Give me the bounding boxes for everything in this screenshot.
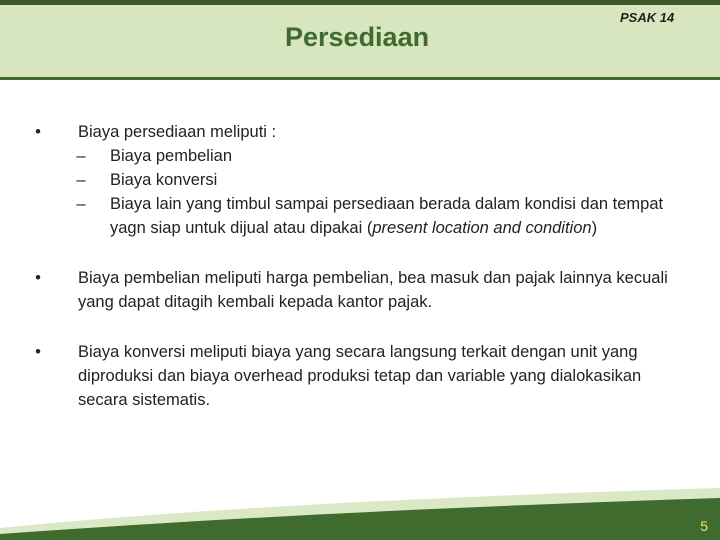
slide-title: Persediaan (285, 22, 430, 52)
sub-item-text: Biaya konversi (110, 171, 218, 189)
page-number: 5 (700, 518, 708, 534)
bullet-text: Biaya pembelian meliputi harga pembelian, bea masuk dan pajak lainnya kecuali yang dapat ditagih kembali kepada kantor pajak. (78, 269, 668, 311)
sub-item-text-post: ) (591, 219, 598, 237)
bullet-item (28, 120, 688, 144)
dash-marker: – (76, 171, 86, 189)
sub-item-text-pre: Biaya lain yang timbul sampai persediaan berada dalam kondisi dan tempat yagn siap untuk dijual atau dipakai ( (110, 195, 664, 237)
bullet-marker: • (35, 269, 41, 287)
dash-marker: – (76, 195, 86, 213)
sub-item (28, 144, 688, 168)
sub-item-text (110, 195, 663, 237)
slide-content (28, 120, 688, 412)
header-divider (0, 77, 720, 80)
sub-item-text: Biaya pembelian (110, 147, 232, 165)
bullet-text: Biaya konversi meliputi biaya yang secara langsung terkait dengan unit yang diproduksi dan biaya overhead produksi tetap dan variable yang dialokasikan secara sistematis. (78, 343, 642, 409)
bullet-item (28, 340, 688, 412)
sub-item (28, 168, 688, 192)
standard-tag: PSAK 14 (620, 10, 675, 25)
bullet-marker: • (35, 343, 41, 361)
bullet-text: Biaya persediaan meliputi : (78, 123, 277, 141)
sub-item (28, 192, 688, 240)
bullet-item (28, 266, 688, 314)
sub-item-text-italic: present location and condition (372, 219, 592, 237)
bullet-marker: • (35, 123, 41, 141)
footer-wave (0, 488, 720, 540)
dash-marker: – (76, 147, 86, 165)
